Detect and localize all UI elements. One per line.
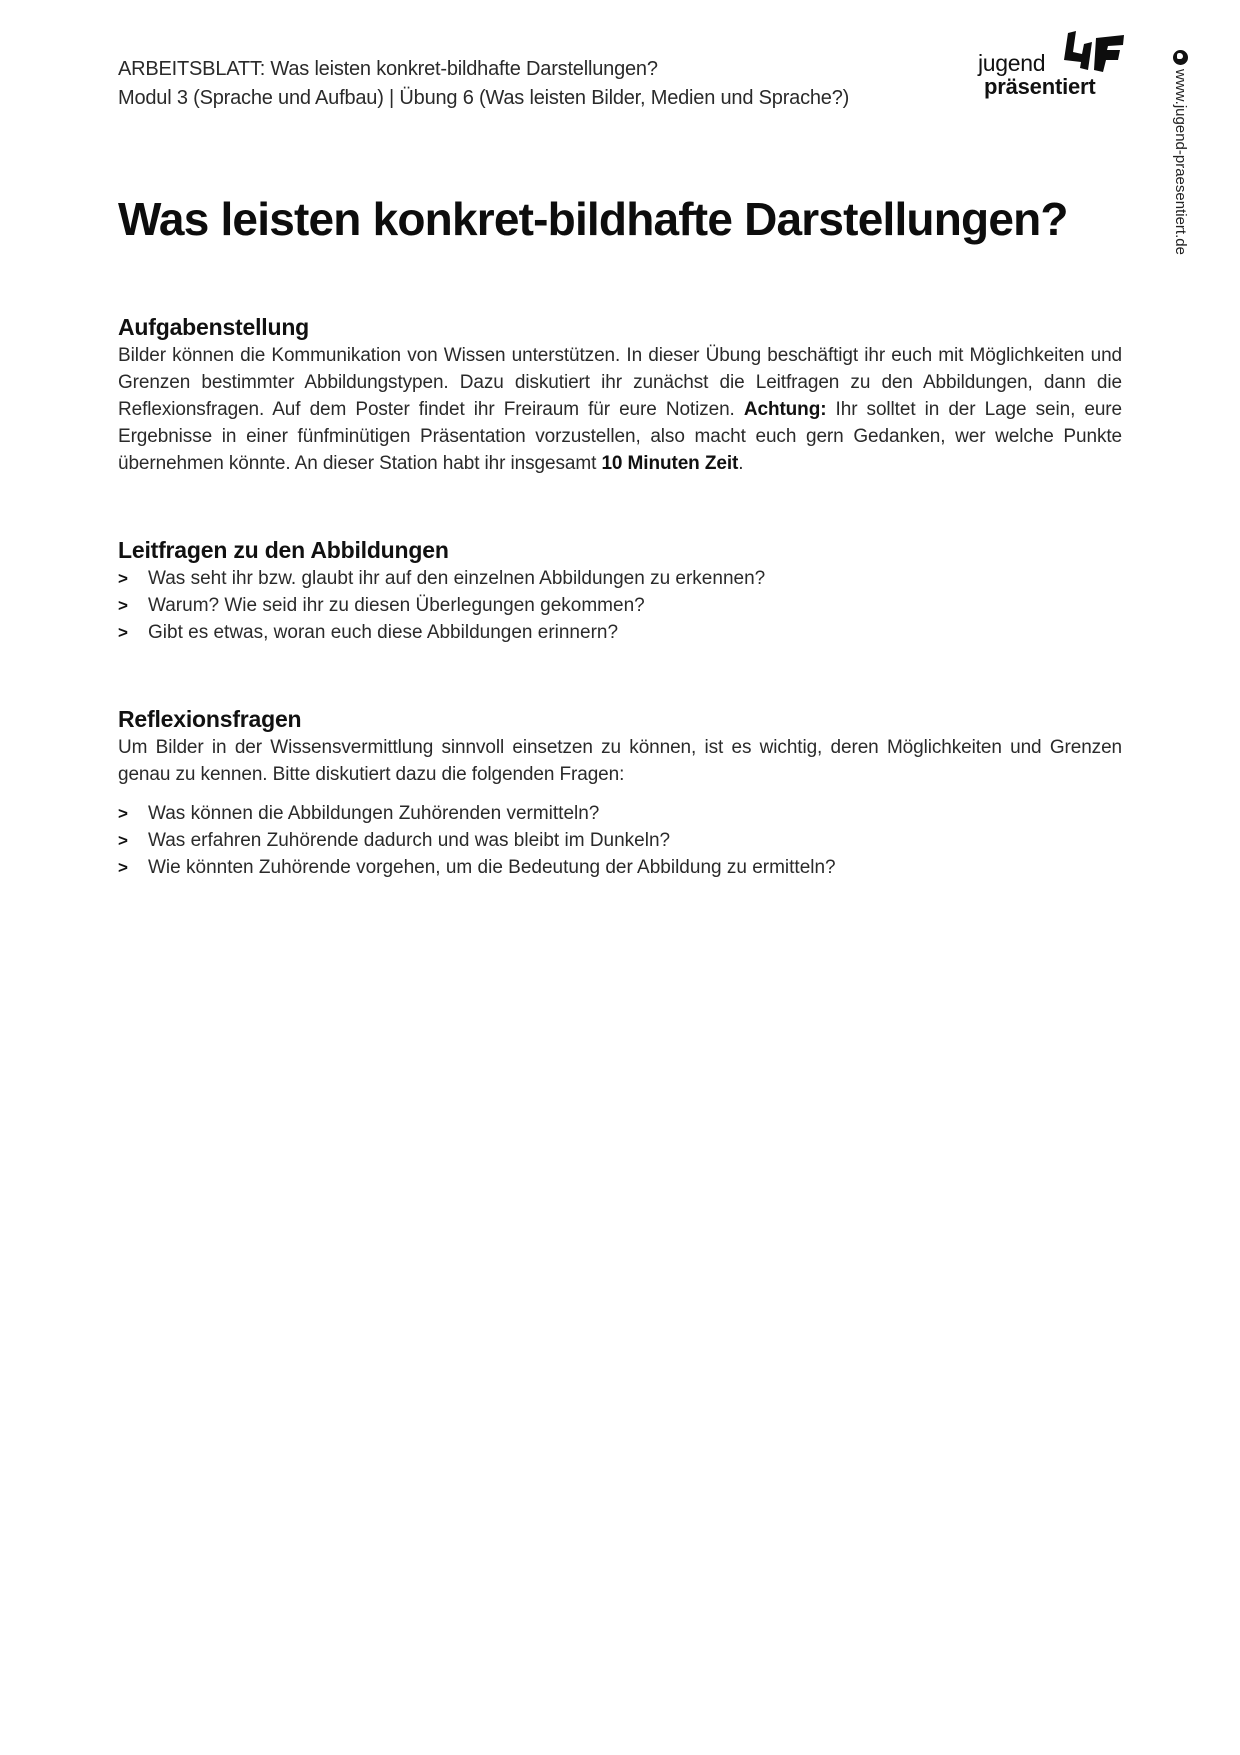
list-item bbox=[118, 619, 1122, 646]
section-reflection-questions bbox=[118, 704, 1122, 881]
reflection-intro: Um Bilder in der Wissensvermittlung sinnvoll einsetzen zu können, ist es wichtig, deren Möglichkeiten und Grenzen genau zu kennen. Bitte diskutiert dazu die folgenden Fragen: bbox=[118, 737, 1122, 785]
list-item bbox=[118, 854, 1122, 881]
section-heading-reflection-questions: Reflexionsfragen bbox=[118, 706, 302, 732]
section-heading-guiding-questions: Leitfragen zu den Abbildungen bbox=[118, 537, 449, 563]
page-title: Was leisten konkret-bildhafte Darstellungen? bbox=[118, 193, 1068, 245]
logo-word-praesentiert: präsentiert bbox=[984, 74, 1096, 99]
globe-icon bbox=[1173, 50, 1188, 65]
task-text-2: Ihr solltet in der Lage sein, eure Ergebnisse in einer fünfminütigen Präsentation vorzustellen, also macht euch gern Gedanken, wer welche Punkte übernehmen könnte. An dieser Station habt ihr insgesamt bbox=[118, 399, 1122, 474]
section-heading-task: Aufgabenstellung bbox=[118, 314, 310, 340]
list-item-text: Was seht ihr bzw. glaubt ihr auf den einzelnen Abbildungen zu erkennen? bbox=[148, 568, 766, 589]
section-guiding-questions bbox=[118, 535, 1122, 646]
list-item-text: Was können die Abbildungen Zuhörenden vermitteln? bbox=[148, 803, 600, 824]
chevron-right-icon: > bbox=[118, 804, 128, 823]
task-paragraph bbox=[118, 342, 1122, 477]
logo-mark-icon bbox=[1058, 30, 1126, 74]
chevron-right-icon: > bbox=[118, 623, 128, 642]
reflection-questions-list bbox=[118, 800, 1122, 881]
task-text-3: . bbox=[738, 453, 744, 474]
website-url-text: www.jugend-praesentiert.de bbox=[1172, 69, 1189, 255]
list-item-text: Was erfahren Zuhörende dadurch und was bleibt im Dunkeln? bbox=[148, 830, 671, 851]
list-item-text: Wie könnten Zuhörende vorgehen, um die Bedeutung der Abbildung zu ermitteln? bbox=[148, 857, 836, 878]
chevron-right-icon: > bbox=[118, 596, 128, 615]
guiding-questions-list bbox=[118, 565, 1122, 646]
chevron-right-icon: > bbox=[118, 858, 128, 877]
chevron-right-icon: > bbox=[118, 569, 128, 588]
jugend-praesentiert-logo bbox=[978, 30, 1138, 102]
list-item bbox=[118, 592, 1122, 619]
header-module-info: Modul 3 (Sprache und Aufbau) | Übung 6 (Was leisten Bilder, Medien und Sprache?) bbox=[118, 87, 850, 109]
list-item bbox=[118, 565, 1122, 592]
document-header bbox=[118, 55, 849, 113]
list-item-text: Warum? Wie seid ihr zu diesen Überlegungen gekommen? bbox=[148, 595, 645, 616]
list-item bbox=[118, 827, 1122, 854]
website-url-vertical bbox=[1172, 50, 1189, 255]
list-item-text: Gibt es etwas, woran euch diese Abbildungen erinnern? bbox=[148, 622, 619, 643]
task-text-1: Bilder können die Kommunikation von Wissen unterstützen. In dieser Übung beschäftigt ihr euch mit Möglichkeiten und Grenzen bestimmter Abbildungstypen. Dazu diskutiert ihr zunächst die Leitfragen zu den Abbildungen, dann die Reflexionsfragen. Auf dem Poster findet ihr Freiraum für eure Notizen. bbox=[118, 345, 1122, 420]
header-worksheet-title: ARBEITSBLATT: Was leisten konkret-bildhafte Darstellungen? bbox=[118, 58, 658, 80]
logo-word-jugend: jugend bbox=[978, 50, 1046, 76]
task-time-limit: 10 Minuten Zeit bbox=[601, 453, 739, 474]
list-item bbox=[118, 800, 1122, 827]
task-attention-label: Achtung: bbox=[743, 399, 827, 420]
chevron-right-icon: > bbox=[118, 831, 128, 850]
section-task bbox=[118, 312, 1122, 477]
